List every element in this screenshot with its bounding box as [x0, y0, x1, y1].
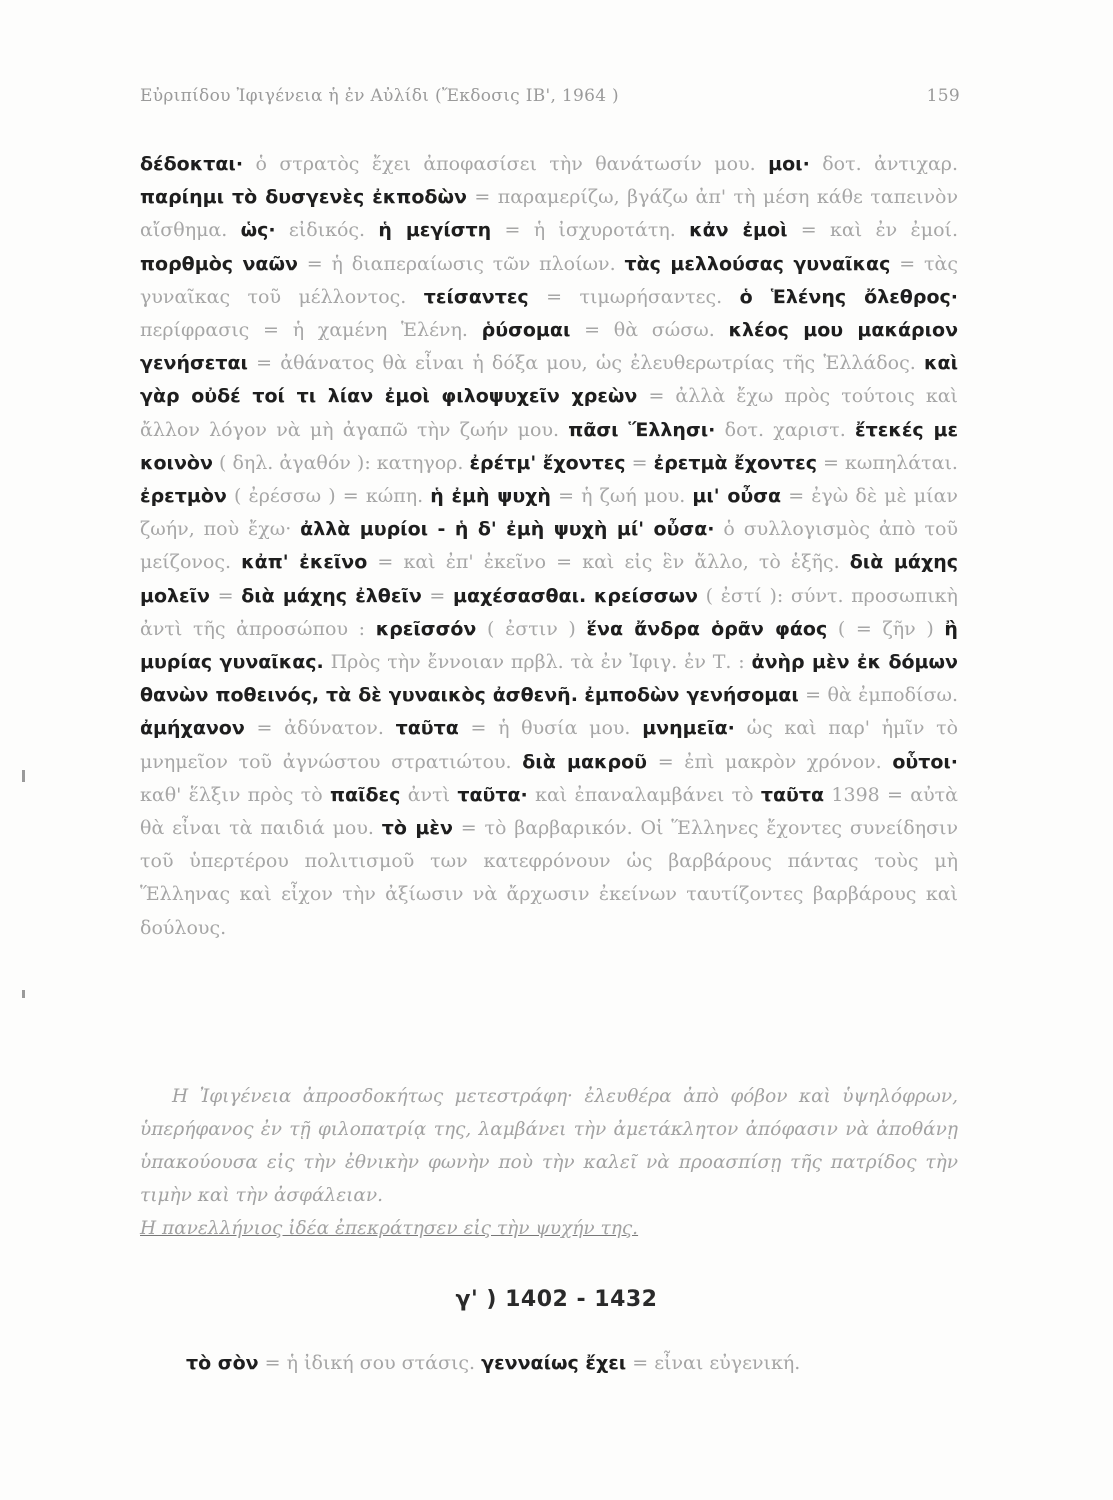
gloss-term: μνημεῖα· [642, 717, 735, 740]
gloss-definition: ἀντὶ [407, 783, 451, 806]
gloss-term: τὸ μὲν [381, 817, 453, 840]
gloss-term: τὰς μελλούσας γυναῖκας [624, 252, 891, 275]
commentary-paragraph [140, 1080, 958, 1245]
gloss-definition: = κωπηλάται. [823, 451, 958, 474]
gloss-term: ἐμποδὼν γενήσομαι [584, 684, 799, 707]
gloss-term: ταῦτα [760, 783, 825, 806]
gloss-term: ὡς· [240, 219, 276, 242]
gloss-definition: = ἡ ἰσχυροτάτη. [504, 219, 676, 242]
gloss-definition: ὡς καὶ παρ' ἡμῖν τὸ μνημεῖον τοῦ ἀγνώστου στρατιώτου. [140, 717, 959, 773]
gloss-definition: καθ' ἕλξιν πρὸς τὸ [140, 783, 323, 806]
gloss-term: ἕνα ἄνδρα ὁρᾶν φάος [586, 617, 828, 640]
gloss-term: κρεῖσσόν [375, 617, 477, 640]
gloss-term: παρίημι τὸ δυσγενὲς ἐκποδὼν [140, 186, 467, 209]
gloss-term: ῥύσομαι [481, 319, 571, 342]
gloss-term: ἐρετμὰ ἔχοντες [653, 451, 817, 474]
gloss-term: ἀλλὰ μυρίοι - ἡ δ' ἐμὴ ψυχὴ μί' οὖσα· [300, 518, 715, 541]
gloss-definition: ( = ζῆν ) [837, 617, 934, 640]
gloss-definition: εἰδικός. [288, 219, 366, 242]
commentary-last-sentence: Η πανελλήνιος ἰδέα ἐπεκράτησεν εἰς τὴν ψυχήν της. [140, 1218, 639, 1239]
gloss-definition: = [631, 451, 648, 474]
gloss-term: κἀν ἐμοὶ [689, 219, 788, 242]
gloss-term: ἡ μεγίστη [378, 219, 492, 242]
gloss-definition: = παραμερίζω, βγάζω ἀπ' τὴ μέση κάθε ταπεινὸν αἴσθημα. [140, 186, 958, 242]
gloss-definition: ( ἐστί ): σύντ. προσωπικὴ ἀντὶ τῆς ἀπροσώπου : [140, 584, 958, 640]
page-number: 159 [926, 86, 960, 106]
gloss-definition: = ἡ ζωή μου. [558, 485, 686, 508]
gloss-definition: = [429, 584, 446, 607]
gloss-definition: = ἡ θυσία μου. [470, 717, 631, 740]
gloss-definition: καὶ ἐπαναλαμβάνει τὸ [535, 783, 754, 806]
gloss-definition: = τὰς γυναῖκας τοῦ μέλλοντος. [140, 252, 958, 308]
gloss-term: μαχέσασθαι. [452, 584, 587, 607]
running-title: Εὐριπίδου Ἰφιγένεια ἡ ἐν Αὐλίδι (Ἔκδοσις ΙΒ', 1964 ) [140, 86, 619, 106]
gloss-definition: = ἐγὼ δὲ μὲ μίαν ζωήν, ποὺ ἔχω· [140, 485, 958, 541]
gloss-term: οὗτοι· [892, 750, 958, 773]
gloss-term: ἀνὴρ μὲν ἐκ δόμων θανὼν ποθεινός, τὰ δὲ γυναικὸς ἀσθενῆ. [140, 651, 958, 707]
gloss-term: κρείσσων [593, 584, 699, 607]
gloss-definition: = καὶ ἐπ' ἐκεῖνο = καὶ εἰς ἓν ἄλλο, τὸ ἑξῆς. [377, 551, 840, 574]
gloss-definition: δοτ. χαριστ. [724, 418, 846, 441]
gloss-term: ταῦτα· [457, 783, 528, 806]
gloss-definition: Πρὸς τὴν ἔννοιαν πρβλ. τὰ ἐν Ἰφιγ. ἐν Τ. : [330, 651, 745, 674]
gloss-term: διὰ μάχης μολεῖν [140, 551, 959, 607]
gloss-term: ἢ μυρίας γυναῖκας. [140, 617, 958, 674]
gloss-term: ἀμήχανον [140, 717, 245, 740]
gloss-definition: = ἀδύνατον. [256, 717, 384, 740]
gloss-term: ἔτεκές με κοινὸν [140, 418, 959, 474]
gloss-term: ἡ ἐμὴ ψυχὴ [430, 485, 551, 508]
gloss-term: ἐρετμὸν [140, 485, 227, 508]
gloss-definition: ( ἐρέσσω ) = κώπη. [233, 485, 424, 508]
gloss-definition: = θὰ σώσω. [584, 319, 715, 342]
gloss-term: δέδοκται· [140, 153, 244, 175]
gloss-definition: 1398 = αὐτὰ θὰ εἶναι τὰ παιδιά μου. [140, 783, 958, 840]
gloss-definition: = ἐπὶ μακρὸν χρόνον. [657, 750, 882, 773]
gloss-definition: = ἡ διαπεραίωσις τῶν πλοίων. [306, 252, 616, 275]
gloss-definition: = τιμωρήσαντες. [546, 285, 723, 308]
gloss-definition: = [217, 584, 234, 607]
margin-mark [22, 990, 25, 998]
gloss-term: καὶ γὰρ οὐδέ τοί τι λίαν ἐμοὶ φιλοψυχεῖν χρεὼν [140, 352, 958, 408]
gloss-definition: ( δηλ. ἀγαθόν ): κατηγορ. [218, 451, 464, 474]
gloss-definition: = ἀθάνατος θὰ εἶναι ἡ δόξα μου, ὡς ἐλευθερωτρίας τῆς Ἑλλάδος. [256, 352, 916, 375]
gloss-term: ταῦτα [395, 717, 459, 740]
margin-mark [22, 770, 25, 782]
gloss-definition: = καὶ ἐν ἐμοί. [800, 219, 959, 242]
gloss-term: πᾶσι Ἕλλησι· [568, 418, 716, 441]
gloss-definition: = ἡ ἰδική σου στάσις. [264, 1352, 476, 1374]
running-header [140, 86, 960, 106]
gloss-definition: ( ἐστιν ) [487, 617, 576, 640]
glossary-paragraph [140, 148, 958, 945]
gloss-definition: = ἀλλὰ ἔχω πρὸς τούτοις καὶ ἄλλον λόγον νὰ μὴ ἀγαπῶ τὴν ζωήν μου. [140, 385, 959, 441]
gloss-term: κλέος μου μακάριον γενήσεται [140, 319, 959, 375]
gloss-definition: ὁ στρατὸς ἔχει ἀποφασίσει τὴν θανάτωσίν μου. [255, 153, 756, 175]
gloss-term: παῖδες [329, 783, 401, 806]
gloss-term: τείσαντες [423, 285, 529, 308]
gloss-definition: = εἶναι εὐγενική. [632, 1352, 801, 1374]
gloss-term: διὰ μάχης ἐλθεῖν [241, 584, 422, 607]
gloss-term: γενναίως ἔχει [481, 1352, 627, 1374]
gloss-definition: ὁ συλλογισμὸς ἀπὸ τοῦ μείζονος. [140, 518, 958, 574]
gloss-term: πορθμὸς ναῶν [140, 252, 298, 275]
gloss-term: διὰ μακροῦ [522, 750, 648, 773]
gloss-term: μι' οὖσα [692, 485, 782, 508]
gloss-term: μοι· [768, 153, 810, 175]
section-heading: γ' ) 1402 - 1432 [455, 1287, 658, 1312]
final-gloss-line [186, 1352, 958, 1374]
gloss-term: τὸ σὸν [186, 1352, 259, 1374]
gloss-term: ὁ Ἑλένης ὄλεθρος· [739, 285, 958, 308]
gloss-term: κἀπ' ἐκεῖνο [241, 551, 368, 574]
gloss-definition: = τὸ βαρβαρικόν. Οἱ Ἕλληνες ἔχοντες συνείδησιν τοῦ ὑπερτέρου πολιτισμοῦ των κατεφρόνουν ὡς βαρβάρους πάντας τοὺς μὴ Ἕλληνας καὶ εἶχον τὴν ἀξίωσιν νὰ ἄρχωσιν ἐκείνων ταυτίζοντες βαρβάρους καὶ δούλους. [140, 817, 958, 939]
gloss-definition: δοτ. ἀντιχαρ. [822, 153, 958, 175]
commentary-text: Η Ἰφιγένεια ἀπροσδοκήτως μετεστράφη· ἐλευθέρα ἀπὸ φόβον καὶ ὑψηλόφρων, ὑπερήφανος ἐν τῇ φιλοπατρίᾳ της, λαμβάνει τὴν ἀμετάκλητον ἀπόφασιν νὰ ἀποθάνῃ ὑπακούουσα εἰς τὴν ἐθνικὴν φωνὴν ποὺ τὴν καλεῖ νὰ προασπίσῃ τῆς πατρίδος τὴν τιμὴν καὶ τὴν ἀσφάλειαν. [140, 1086, 958, 1206]
gloss-definition: περίφρασις = ἡ χαμένη Ἑλένη. [140, 319, 468, 342]
gloss-term: ἐρέτμ' ἔχοντες [469, 451, 626, 474]
gloss-definition: = θὰ ἐμποδίσω. [805, 684, 958, 707]
